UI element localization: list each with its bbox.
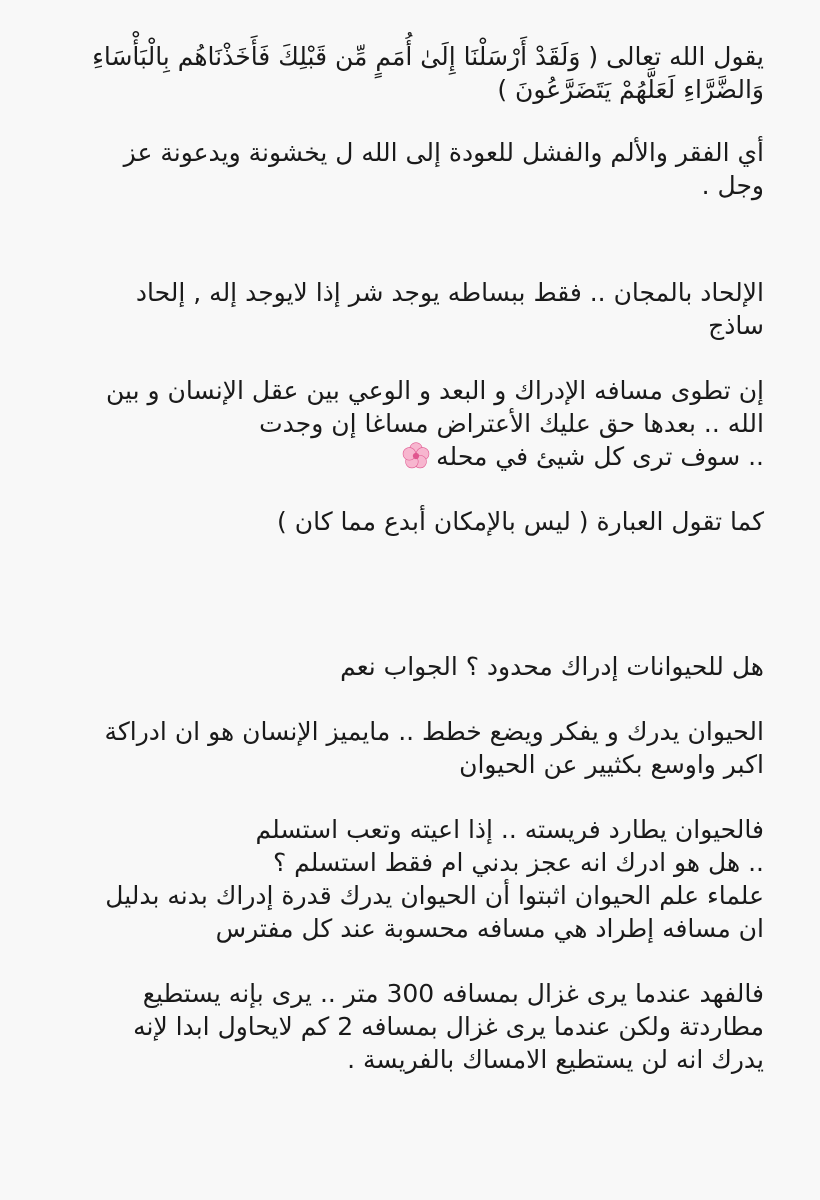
- animals-question-paragraph: [64, 650, 764, 683]
- text-line: علماء علم الحيوان اثبتوا أن الحيوان يدرك قدرة إدراك بدنه بدليل: [105, 881, 764, 910]
- text-line: هل للحيوانات إدراك محدود ؟ الجواب نعم: [340, 652, 764, 681]
- text-line: الحيوان يدرك و يفكر ويضع خطط .. مايميز الإنسان هو ان ادراكة: [104, 717, 764, 746]
- text-line: إن تطوى مسافه الإدراك و البعد و الوعي بين عقل الإنسان و بين: [106, 376, 764, 405]
- perception-paragraph: [64, 374, 764, 473]
- text-line: [64, 440, 764, 473]
- text-line: كما تقول العبارة ( ليس بالإمكان أبدع مما كان ): [277, 507, 764, 536]
- animal-hunting-paragraph: [64, 813, 764, 945]
- quote-paragraph: [64, 505, 764, 538]
- text-line: وَالضَّرَّاءِ لَعَلَّهُمْ يَتَضَرَّعُونَ ): [497, 75, 764, 104]
- blossom-center: [413, 453, 419, 459]
- text-line: أي الفقر والألم والفشل للعودة إلى الله ل يخشونة ويدعونة عز: [123, 138, 764, 167]
- text-line: الله .. بعدها حق عليك الأعتراض مساغا إن وجدت: [259, 409, 764, 438]
- text-line: يدرك انه لن يستطيع الامساك بالفريسة .: [347, 1045, 764, 1074]
- text-line: .. هل هو ادرك انه عجز بدني ام فقط استسلم ؟: [272, 848, 764, 877]
- verse-explanation-paragraph: [64, 136, 764, 202]
- text-line: ان مسافه إطراد هي مسافه محسوبة عند كل مفترس: [215, 914, 764, 943]
- text-line: يقول الله تعالى ( وَلَقَدْ أَرْسَلْنَا إِلَىٰ أُمَمٍ مِّن قَبْلِكَ فَأَخَذْنَاهُم بِالْبَأْسَاءِ: [92, 42, 764, 71]
- text-line: اكبر واوسع بكثيير عن الحيوان: [459, 750, 764, 779]
- text-line-content: .. سوف ترى كل شيئ في محله: [436, 442, 764, 471]
- cheetah-paragraph: [64, 977, 764, 1076]
- text-line: الإلحاد بالمجان .. فقط ببساطه يوجد شر إذا لايوجد إله , إلحاد: [135, 278, 764, 307]
- animal-thinking-paragraph: [64, 715, 764, 781]
- text-line: فالحيوان يطارد فريسته .. إذا اعيته وتعب استسلم: [255, 815, 764, 844]
- cherry-blossom-icon: [402, 442, 430, 470]
- quran-verse-paragraph: [64, 40, 764, 106]
- text-line: مطاردتة ولكن عندما يرى غزال بمسافه 2 كم لايحاول ابدا لإنه: [133, 1012, 764, 1041]
- text-line: ساذج: [708, 311, 764, 340]
- text-line: فالفهد عندما يرى غزال بمسافه 300 متر .. يرى بإنه يستطيع: [142, 979, 764, 1008]
- text-line: وجل .: [701, 171, 764, 200]
- atheism-paragraph: [64, 276, 764, 342]
